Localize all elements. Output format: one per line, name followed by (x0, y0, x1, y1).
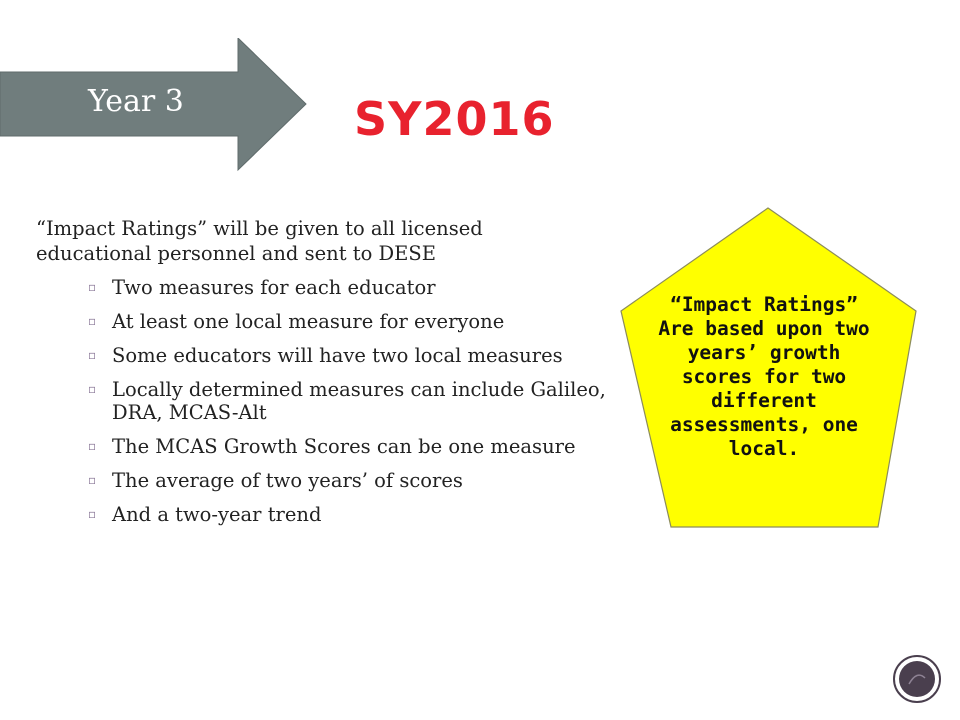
bullet-marker-icon: ▫ (88, 507, 97, 521)
bullet-item (88, 310, 608, 333)
arrow-label: Year 3 (88, 84, 184, 119)
bullet-text: At least one local measure for everyone (112, 310, 505, 333)
bullet-item (88, 469, 608, 492)
slide-title: SY2016 (354, 92, 555, 146)
bullet-item (88, 435, 608, 458)
bullet-marker-icon: ▫ (88, 439, 97, 453)
bullet-text: Locally determined measures can include Galileo, DRA, MCAS-Alt (112, 378, 606, 424)
bullet-text: Two measures for each educator (112, 276, 436, 299)
bullet-marker-icon: ▫ (88, 348, 97, 362)
bullet-item (88, 503, 608, 526)
circle-logo-icon (892, 654, 942, 704)
bullet-marker-icon: ▫ (88, 473, 97, 487)
bullet-marker-icon: ▫ (88, 314, 97, 328)
bullet-item (88, 276, 608, 299)
bullet-text: The MCAS Growth Scores can be one measure (112, 435, 576, 458)
callout-text: “Impact Ratings” Are based upon two years’ growth scores for two different assessments, one local. (658, 293, 870, 460)
bullet-marker-icon: ▫ (88, 382, 97, 396)
bullet-item (88, 378, 608, 424)
bullet-text: And a two-year trend (112, 503, 322, 526)
bullet-marker-icon: ▫ (88, 280, 97, 294)
bullet-text: The average of two years’ of scores (112, 469, 463, 492)
badge-fill (899, 661, 935, 697)
bullet-list (88, 276, 608, 537)
bullet-item (88, 344, 608, 367)
bullet-text: Some educators will have two local measures (112, 344, 563, 367)
intro-paragraph: “Impact Ratings” will be given to all licensed educational personnel and sent to DESE (36, 217, 483, 265)
